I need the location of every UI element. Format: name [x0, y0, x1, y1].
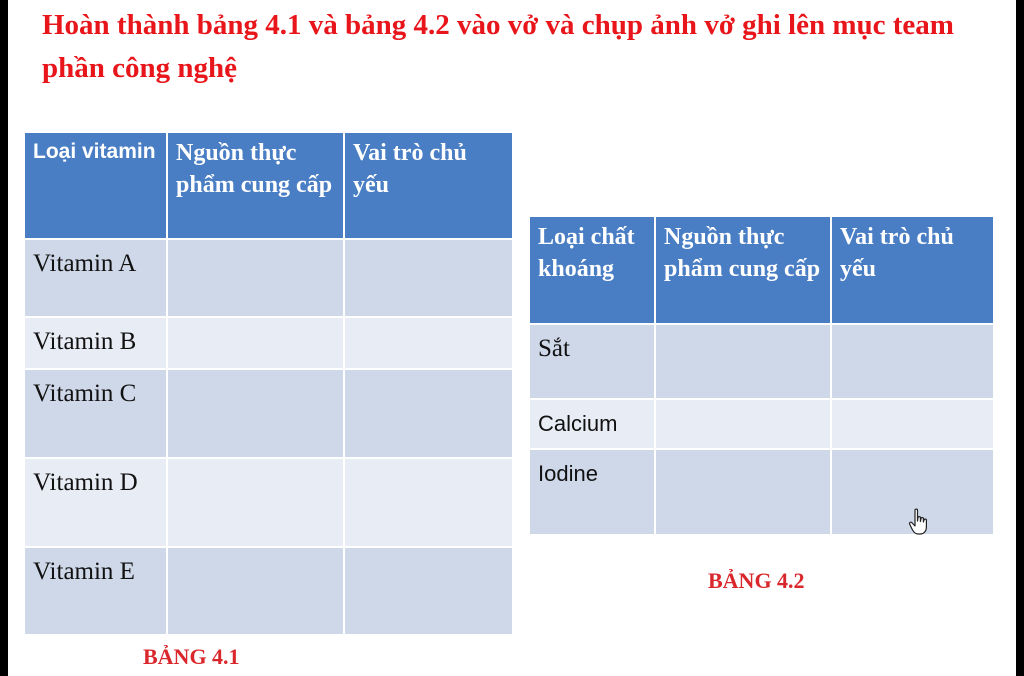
table-row [24, 239, 513, 317]
table-row [529, 324, 994, 399]
header-main-role: Vai trò chủ yếu [344, 132, 513, 239]
empty-cell [344, 239, 513, 317]
row-label: Vitamin C [24, 369, 167, 458]
empty-cell [344, 317, 513, 369]
vitamin-table [23, 131, 514, 636]
empty-cell [831, 324, 994, 399]
row-label: Vitamin D [24, 458, 167, 547]
empty-cell [831, 399, 994, 449]
slide [8, 0, 1016, 676]
table1-caption: BẢNG 4.1 [143, 644, 240, 669]
empty-cell [167, 317, 344, 369]
row-label: Iodine [529, 449, 655, 535]
header-mineral-type: Loại chất khoáng [529, 216, 655, 324]
mineral-table [528, 215, 995, 536]
empty-cell [344, 547, 513, 635]
empty-cell [167, 239, 344, 317]
table-row [24, 547, 513, 635]
table-row [24, 317, 513, 369]
row-label: Vitamin A [24, 239, 167, 317]
table2-caption: BẢNG 4.2 [708, 568, 805, 593]
header-vitamin-type: Loại vitamin [24, 132, 167, 239]
row-label: Sắt [529, 324, 655, 399]
row-label: Vitamin E [24, 547, 167, 635]
table-row [529, 399, 994, 449]
slide-title: Hoàn thành bảng 4.1 và bảng 4.2 vào vở và chụp ảnh vở ghi lên mục team phần công nghệ [42, 9, 954, 84]
empty-cell [655, 449, 831, 535]
empty-cell [344, 369, 513, 458]
row-label: Calcium [529, 399, 655, 449]
header-food-source: Nguồn thực phẩm cung cấp [167, 132, 344, 239]
empty-cell [344, 458, 513, 547]
empty-cell [167, 458, 344, 547]
header-food-source: Nguồn thực phẩm cung cấp [655, 216, 831, 324]
header-main-role: Vai trò chủ yếu [831, 216, 994, 324]
row-label: Vitamin B [24, 317, 167, 369]
empty-cell [655, 399, 831, 449]
empty-cell [167, 547, 344, 635]
table-row [24, 369, 513, 458]
hand-pointer-icon [908, 508, 930, 536]
empty-cell [655, 324, 831, 399]
table-row [24, 458, 513, 547]
empty-cell [167, 369, 344, 458]
